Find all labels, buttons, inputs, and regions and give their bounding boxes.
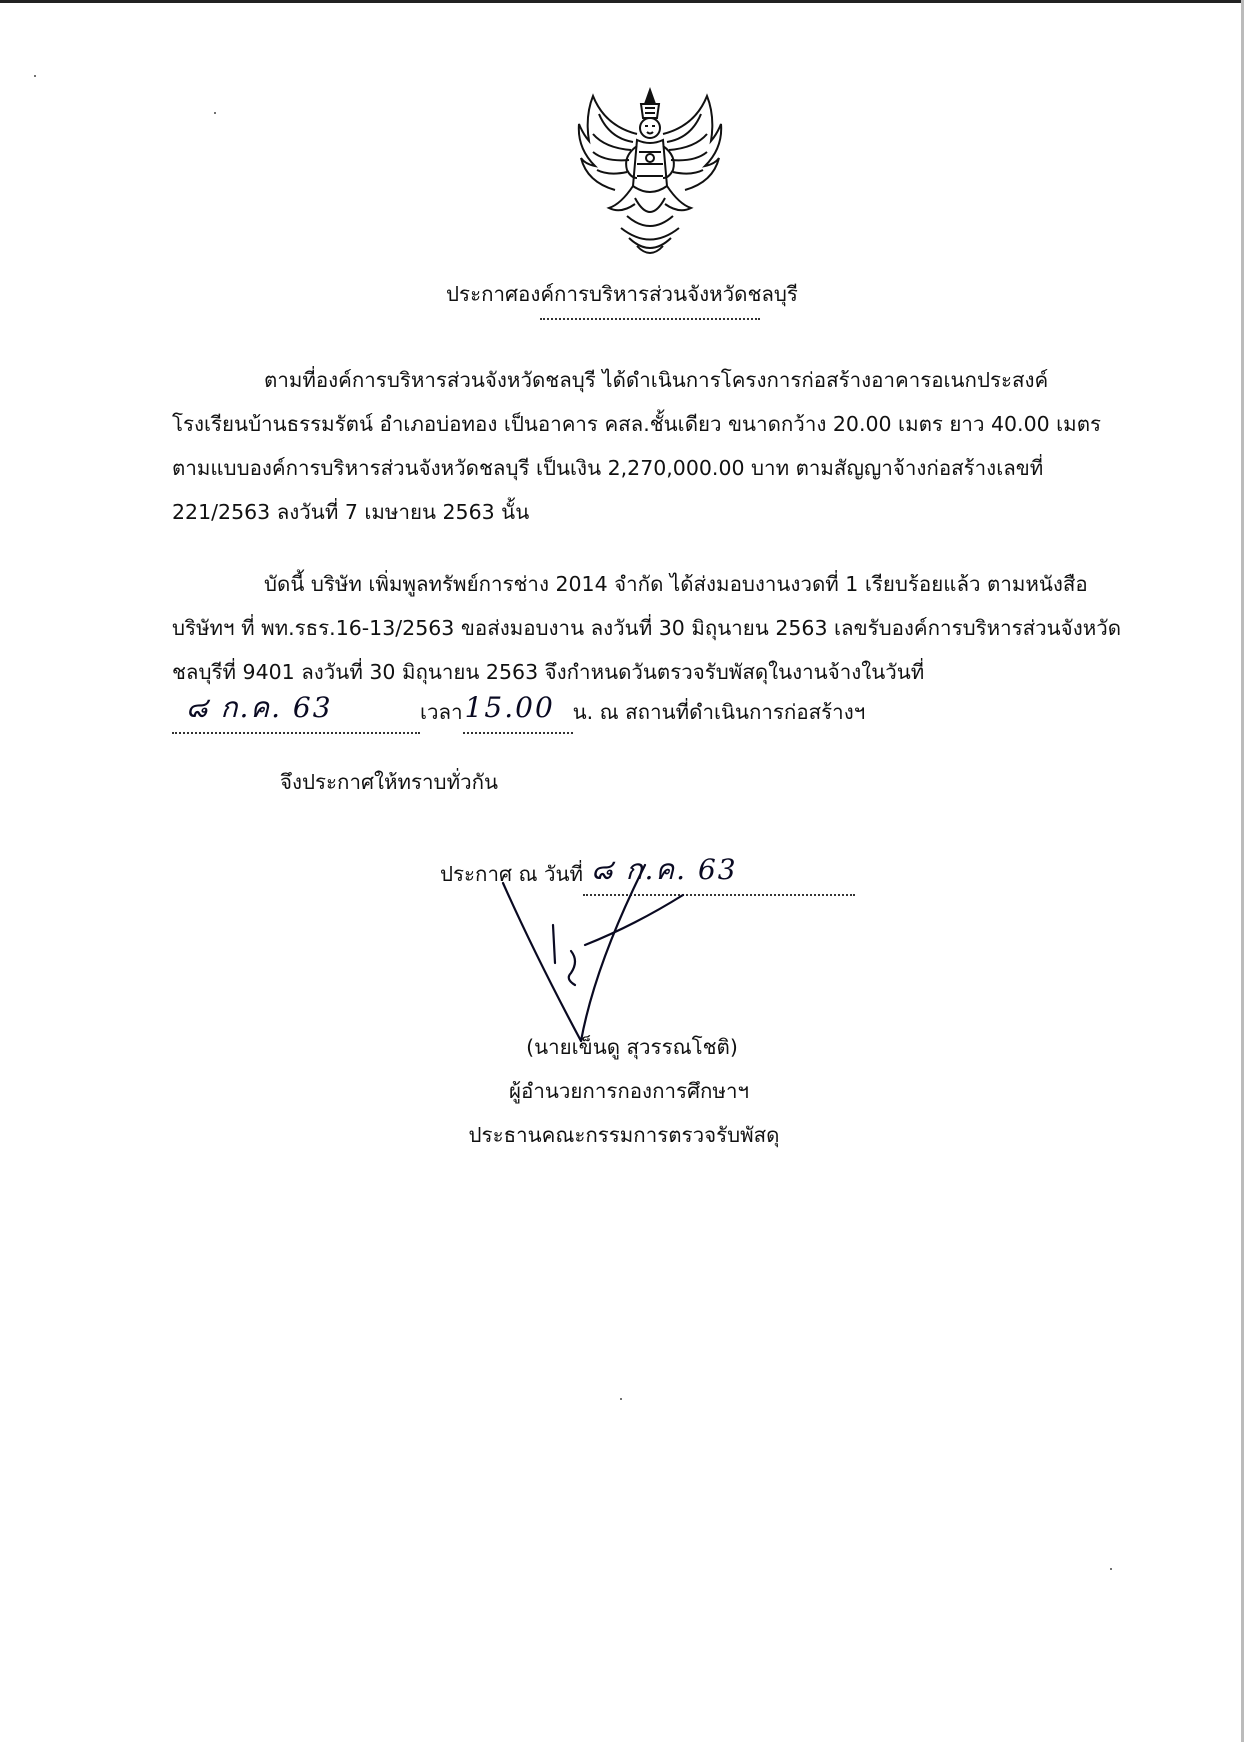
dated-label: ประกาศ ณ วันที่ (440, 862, 584, 886)
signatory-block (0, 1025, 1244, 1157)
dated-handwritten: ๘ ก.ค. 63 (591, 853, 738, 886)
paragraph-2-line: บริษัทฯ ที่ พท.รธร.16-13/2563 ขอส่งมอบงาน ลงวันที่ 30 มิถุนายน 2563 เลขรับองค์การบริหารส่วนจังหวัด (172, 616, 1122, 640)
title-divider (540, 318, 760, 320)
inspection-time-blank (463, 691, 573, 734)
signatory-position: ผู้อำนวยการกองการศึกษาฯ (509, 1079, 749, 1103)
paragraph-1-line: โรงเรียนบ้านธรรมรัตน์ อำเภอบ่อทอง เป็นอาคาร คสล.ชั้นเดียว ขนาดกว้าง 20.00 เมตร ยาว 40.00 เมตร (172, 412, 1102, 436)
inspection-location-text: น. ณ สถานที่ดำเนินการก่อสร้างฯ (572, 700, 866, 724)
inspection-date-handwritten: ๘ ก.ค. 63 (186, 691, 333, 724)
garuda-emblem-icon (575, 86, 725, 261)
inspection-schedule-line (172, 690, 1132, 734)
inspection-time-handwritten: 15.00 (464, 691, 555, 724)
paragraph-1-line: ตามแบบองค์การบริหารส่วนจังหวัดชลบุรี เป็นเงิน 2,270,000.00 บาท ตามสัญญาจ้างก่อสร้างเลขที่ (172, 456, 1044, 480)
paragraph-1-line: 221/2563 ลงวันที่ 7 เมษายน 2563 นั้น (172, 500, 530, 524)
announce-line: จึงประกาศให้ทราบทั่วกัน (280, 770, 499, 794)
time-label: เวลา (420, 700, 463, 724)
inspection-date-blank (172, 691, 420, 734)
paragraph-2-line: บัดนี้ บริษัท เพิ่มพูลทรัพย์การช่าง 2014 จำกัด ได้ส่งมอบงานงวดที่ 1 เรียบร้อยแล้ว ตามหนังสือ (264, 572, 1088, 596)
scan-speck (34, 75, 36, 77)
paragraph-2 (172, 562, 1132, 694)
page-title: ประกาศองค์การบริหารส่วนจังหวัดชลบุรี (446, 282, 798, 306)
scan-speck (620, 1398, 622, 1400)
paragraph-1 (172, 358, 1132, 534)
signatory-role: ประธานคณะกรรมการตรวจรับพัสดุ (468, 1123, 780, 1147)
scan-edge-top (0, 0, 1244, 3)
paragraph-2-line: ชลบุรีที่ 9401 ลงวันที่ 30 มิถุนายน 2563 จึงกำหนดวันตรวจรับพัสดุในงานจ้างในวันที่ (172, 660, 925, 684)
signatory-name: (นายเข็นดู สุวรรณโชติ) (526, 1035, 738, 1059)
scan-speck (214, 112, 216, 114)
paragraph-1-line: ตามที่องค์การบริหารส่วนจังหวัดชลบุรี ได้ดำเนินการโครงการก่อสร้างอาคารอเนกประสงค์ (264, 368, 1049, 392)
scan-speck (1110, 1568, 1112, 1570)
